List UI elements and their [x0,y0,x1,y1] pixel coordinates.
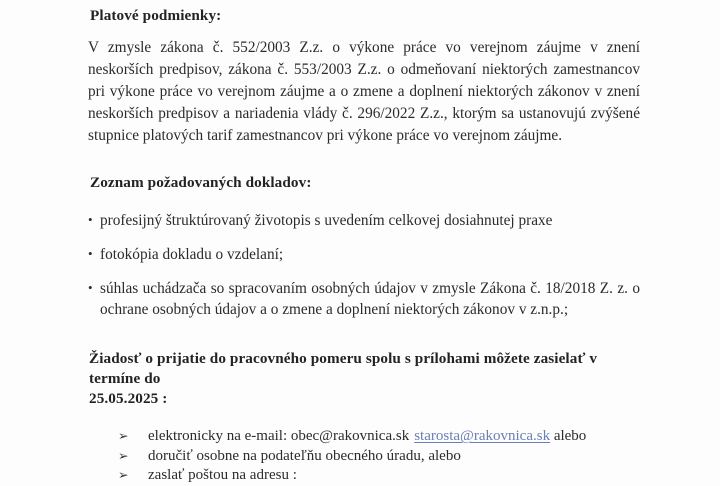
pay-conditions-paragraph: V zmysle zákona č. 552/2003 Z.z. o výkone práce vo verejnom záujme v znení neskorších predpisov, zákona č. 553/2003 Z.z. o odmeňovaní niektorých zamestnancov pri výkone práce vo verejnom záujme a o zmene a doplnení niektorých zákonov v znení neskorších predpisov a nariadenia vlády č. 296/2022 Z.z., ktorým sa ustanovujú zvýšené stupnice platových tarif zamestnancov pri výkone práce vo verejnom záujme. [88,39,640,144]
list-item [88,278,640,320]
list-item-label: doručiť osobne na podateľňu obecného úradu, alebo [148,447,461,464]
pay-conditions-heading: Platové podmienky: [90,7,222,24]
submission-heading-line1: Žiadosť o prijatie do pracovného pomeru spolu s prílohami môžete zasielať v termíne do [89,350,598,387]
list-item [118,447,640,467]
list-item-label: zaslať poštou na adresu : [148,467,297,483]
bullet-dot-icon: • [88,246,93,261]
list-item [88,244,640,265]
submission-methods-list [118,427,640,486]
required-documents-heading: Zoznam požadovaných dokladov: [90,174,312,191]
required-documents-list [88,210,640,320]
submission-heading [88,320,640,409]
email-plain-text: obec@rakovnica.sk [290,428,410,444]
bullet-dot-icon: • [88,212,93,227]
list-item-label: profesijný štruktúrovaný životopis s uvedením celkovej dosiahnutej praxe [100,212,553,229]
arrow-bullet-icon: ➢ [118,448,129,463]
list-item [88,210,640,231]
list-item [118,427,640,447]
arrow-bullet-icon: ➢ [118,468,129,482]
document-content [88,0,640,486]
email-hyperlink[interactable]: starosta@rakovnica.sk [414,428,551,444]
submission-method-prefix: elektronicky na e-mail: [148,428,291,444]
list-item-label: fotokópia dokladu o vzdelaní; [100,246,284,263]
submission-method-suffix: alebo [550,428,587,444]
submission-heading-line2: 25.05.2025 : [89,390,168,407]
arrow-bullet-icon: ➢ [118,429,129,443]
list-item [118,466,640,486]
list-item-label: súhlas uchádzača so spracovaním osobných údajov v zmysle Zákona č. 18/2018 Z. z. o ochrane osobných údajov a o zmene a doplnení niektorých zákonov v z.n.p.; [100,280,640,318]
bullet-dot-icon: • [88,280,93,295]
